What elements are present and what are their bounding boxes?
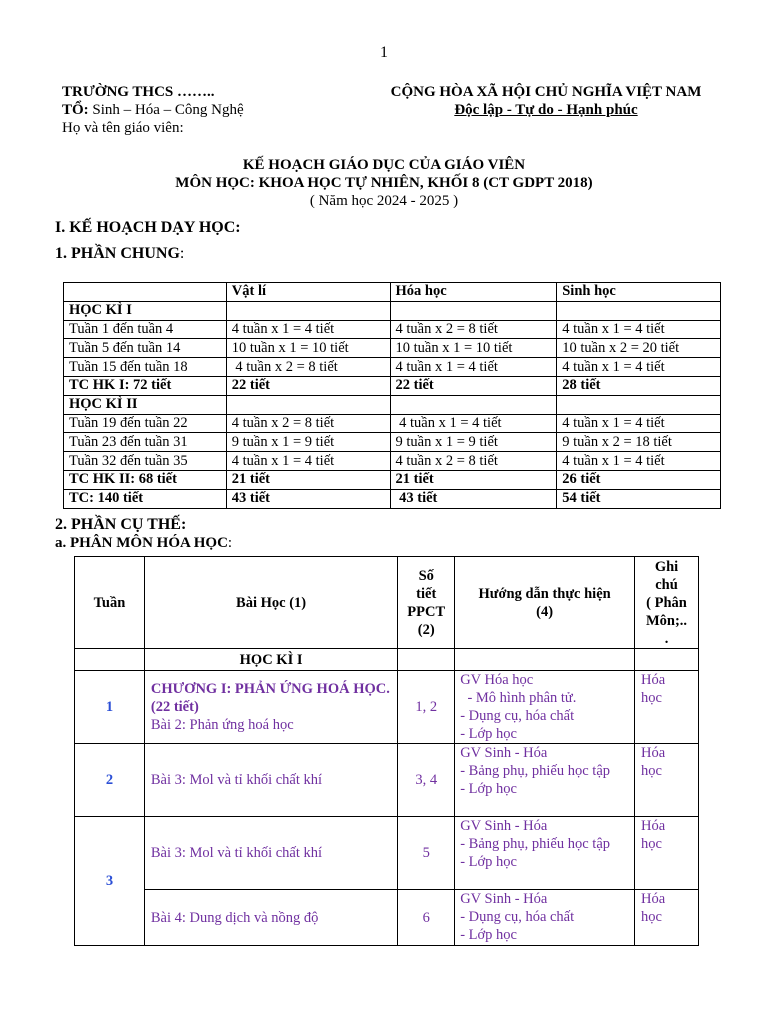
row-label-cell: Tuần 15 đến tuần 18 <box>64 358 227 377</box>
table-row <box>64 320 721 339</box>
column-header: Hóa học <box>390 283 557 302</box>
periods-cell: 1, 2 <box>398 671 455 744</box>
section-heading-general-colon: : <box>179 245 185 262</box>
header-note-line: chú <box>655 576 678 593</box>
row-label-cell: TC: 140 tiết <box>64 489 227 508</box>
guide-line: - Mô hình phân tử. <box>460 690 577 706</box>
general-plan-table <box>63 282 721 509</box>
national-motto: Độc lập - Tự do - Hạnh phúc <box>454 102 638 118</box>
semester-cell-empty <box>635 649 699 671</box>
section-heading-general <box>55 245 184 263</box>
value-cell: 10 tuần x 1 = 10 tiết <box>390 339 557 358</box>
column-header: Sinh học <box>557 283 721 302</box>
periods-cell: 3, 4 <box>398 744 455 817</box>
guide-line: GV Sinh - Hóa <box>460 891 548 907</box>
value-cell <box>390 301 557 320</box>
header-periods-line: PPCT <box>407 603 446 620</box>
note-line: học <box>641 763 662 779</box>
week-cell: 1 <box>75 671 145 744</box>
header-note-line: Môn;.. <box>645 612 688 629</box>
column-header <box>64 283 227 302</box>
value-cell: 4 tuần x 2 = 8 tiết <box>226 414 390 433</box>
table-row <box>64 414 721 433</box>
value-cell: 21 tiết <box>390 470 557 489</box>
header-periods-line: Số <box>418 567 434 584</box>
value-cell: 4 tuần x 1 = 4 tiết <box>557 358 721 377</box>
semester-row <box>75 649 699 671</box>
section-heading-chemistry-colon: : <box>227 535 233 551</box>
table-row <box>75 671 699 744</box>
note-cell <box>635 671 699 744</box>
lesson-cell <box>144 671 397 744</box>
value-cell: 21 tiết <box>226 470 390 489</box>
department-value: Sinh – Hóa – Công Nghệ <box>88 102 244 118</box>
value-cell: 4 tuần x 1 = 4 tiết <box>557 320 721 339</box>
page-number: 1 <box>380 44 388 61</box>
guide-line: - Dụng cụ, hóa chất <box>460 909 575 925</box>
header-periods <box>398 557 455 649</box>
lesson-cell: Bài 4: Dung dịch và nồng độ <box>144 890 397 946</box>
guide-line: - Lớp học <box>460 726 517 742</box>
table-row <box>64 301 721 320</box>
lesson-cell: Bài 3: Mol và tỉ khối chất khí <box>144 817 397 890</box>
row-label-cell: TC HK II: 68 tiết <box>64 470 227 489</box>
value-cell: 4 tuần x 1 = 4 tiết <box>557 414 721 433</box>
guide-line: GV Sinh - Hóa <box>460 818 548 834</box>
guide-line: GV Hóa học <box>460 672 534 688</box>
section-heading-detail: 2. PHẦN CỤ THẾ: <box>55 516 187 533</box>
value-cell <box>557 395 721 414</box>
header-note-line: Ghi <box>654 558 679 575</box>
table-row <box>64 395 721 414</box>
chem-table-header-row <box>75 557 699 649</box>
guide-line: - Bảng phụ, phiếu học tập <box>460 763 611 779</box>
guide-cell <box>455 890 635 946</box>
table-row <box>64 470 721 489</box>
note-line: Hóa <box>641 745 666 761</box>
value-cell: 4 tuần x 1 = 4 tiết <box>557 452 721 471</box>
header-right <box>360 83 732 119</box>
header-lesson: Bài Học (1) <box>144 557 397 649</box>
note-line: Hóa <box>641 672 666 688</box>
value-cell: 10 tuần x 2 = 20 tiết <box>557 339 721 358</box>
guide-line: - Lớp học <box>460 854 517 870</box>
table-row <box>64 376 721 395</box>
department-label: TỔ: <box>62 102 89 118</box>
chemistry-plan-table <box>74 556 699 946</box>
value-cell: 26 tiết <box>557 470 721 489</box>
table-row <box>64 433 721 452</box>
table-row <box>75 817 699 890</box>
guide-line: - Dụng cụ, hóa chất <box>460 708 575 724</box>
value-cell: 4 tuần x 1 = 4 tiết <box>226 452 390 471</box>
header-note-line: ( Phân <box>646 594 687 611</box>
value-cell: 4 tuần x 2 = 8 tiết <box>390 320 557 339</box>
table-row <box>75 890 699 946</box>
title-line-3: ( Năm học 2024 - 2025 ) <box>309 193 459 209</box>
value-cell: 43 tiết <box>390 489 557 508</box>
guide-line: - Lớp học <box>460 927 517 943</box>
week-cell: 3 <box>75 817 145 946</box>
note-line: Hóa <box>641 818 666 834</box>
header-note-line: . <box>664 630 669 647</box>
header-periods-line: tiết <box>416 585 437 602</box>
teacher-name-label: Họ và tên giáo viên: <box>62 120 184 136</box>
semester-label: HỌC KÌ I <box>144 649 397 671</box>
note-cell <box>635 890 699 946</box>
title-line-1: KẾ HOẠCH GIÁO DỤC CỦA GIÁO VIÊN <box>242 157 526 173</box>
value-cell: 4 tuần x 1 = 4 tiết <box>390 414 557 433</box>
value-cell: 43 tiết <box>226 489 390 508</box>
week-cell: 2 <box>75 744 145 817</box>
value-cell: 4 tuần x 2 = 8 tiết <box>390 452 557 471</box>
section-heading-1: I. KẾ HOẠCH DẠY HỌC: <box>55 219 241 236</box>
value-cell <box>226 395 390 414</box>
guide-cell <box>455 744 635 817</box>
value-cell: 4 tuần x 1 = 4 tiết <box>226 320 390 339</box>
value-cell: 22 tiết <box>226 376 390 395</box>
title-line-2: MÔN HỌC: KHOA HỌC TỰ NHIÊN, KHỐI 8 (CT GDPT 2018) <box>175 175 593 191</box>
header-week: Tuần <box>75 557 145 649</box>
row-label-cell: Tuần 5 đến tuần 14 <box>64 339 227 358</box>
table-row <box>64 358 721 377</box>
lesson-name: Bài 2: Phản ứng hoá học <box>150 717 294 733</box>
periods-cell: 6 <box>398 890 455 946</box>
section-heading-general-text: 1. PHẦN CHUNG <box>55 245 180 262</box>
header-guide <box>455 557 635 649</box>
lesson-cell: Bài 3: Mol và tỉ khối chất khí <box>144 744 397 817</box>
row-label-cell: HỌC KÌ II <box>64 395 227 414</box>
general-table-header-row <box>64 283 721 302</box>
value-cell: 4 tuần x 1 = 4 tiết <box>390 358 557 377</box>
table-row <box>64 489 721 508</box>
chapter-title <box>151 680 395 716</box>
value-cell: 22 tiết <box>390 376 557 395</box>
note-line: học <box>641 836 662 852</box>
guide-line: - Lớp học <box>460 781 517 797</box>
header-guide-line: Hướng dẫn thực hiện <box>478 585 611 602</box>
periods-cell: 5 <box>398 817 455 890</box>
header-note <box>635 557 699 649</box>
value-cell <box>557 301 721 320</box>
section-heading-chemistry <box>55 535 232 552</box>
chapter-title-suffix: . (22 tiết) <box>150 681 390 715</box>
value-cell <box>390 395 557 414</box>
guide-cell <box>455 817 635 890</box>
column-header: Vật lí <box>226 283 390 302</box>
value-cell: 10 tuần x 1 = 10 tiết <box>226 339 390 358</box>
semester-cell-empty <box>398 649 455 671</box>
value-cell: 28 tiết <box>557 376 721 395</box>
value-cell: 9 tuần x 2 = 18 tiết <box>557 433 721 452</box>
guide-line: GV Sinh - Hóa <box>460 745 548 761</box>
guide-line: - Bảng phụ, phiếu học tập <box>460 836 611 852</box>
chapter-title-text: CHƯƠNG I: PHẢN ỨNG HOÁ HỌC <box>150 681 387 697</box>
table-row <box>75 744 699 817</box>
note-cell <box>635 817 699 890</box>
school-name: TRƯỜNG THCS …….. <box>62 84 215 100</box>
country-name: CỘNG HÒA XÃ HỘI CHỦ NGHĨA VIỆT NAM <box>390 84 702 100</box>
section-heading-chemistry-text: a. PHÂN MÔN HÓA HỌC <box>55 535 228 551</box>
header-periods-line: (2) <box>417 621 435 638</box>
row-label-cell: Tuần 19 đến tuần 22 <box>64 414 227 433</box>
row-label-cell: HỌC KÌ I <box>64 301 227 320</box>
note-cell <box>635 744 699 817</box>
header-left <box>62 83 244 137</box>
row-label-cell: Tuần 1 đến tuần 4 <box>64 320 227 339</box>
value-cell: 9 tuần x 1 = 9 tiết <box>226 433 390 452</box>
department <box>62 101 244 119</box>
row-label-cell: TC HK I: 72 tiết <box>64 376 227 395</box>
semester-cell-empty <box>75 649 145 671</box>
document-title <box>0 156 768 210</box>
value-cell <box>226 301 390 320</box>
table-row <box>64 339 721 358</box>
row-label-cell: Tuần 23 đến tuần 31 <box>64 433 227 452</box>
row-label-cell: Tuần 32 đến tuần 35 <box>64 452 227 471</box>
note-line: Hóa <box>641 891 666 907</box>
table-row <box>64 452 721 471</box>
value-cell: 9 tuần x 1 = 9 tiết <box>390 433 557 452</box>
guide-cell <box>455 671 635 744</box>
value-cell: 4 tuần x 2 = 8 tiết <box>226 358 390 377</box>
note-line: học <box>641 909 662 925</box>
value-cell: 54 tiết <box>557 489 721 508</box>
header-guide-line: (4) <box>536 603 554 620</box>
note-line: học <box>641 690 662 706</box>
semester-cell-empty <box>455 649 635 671</box>
